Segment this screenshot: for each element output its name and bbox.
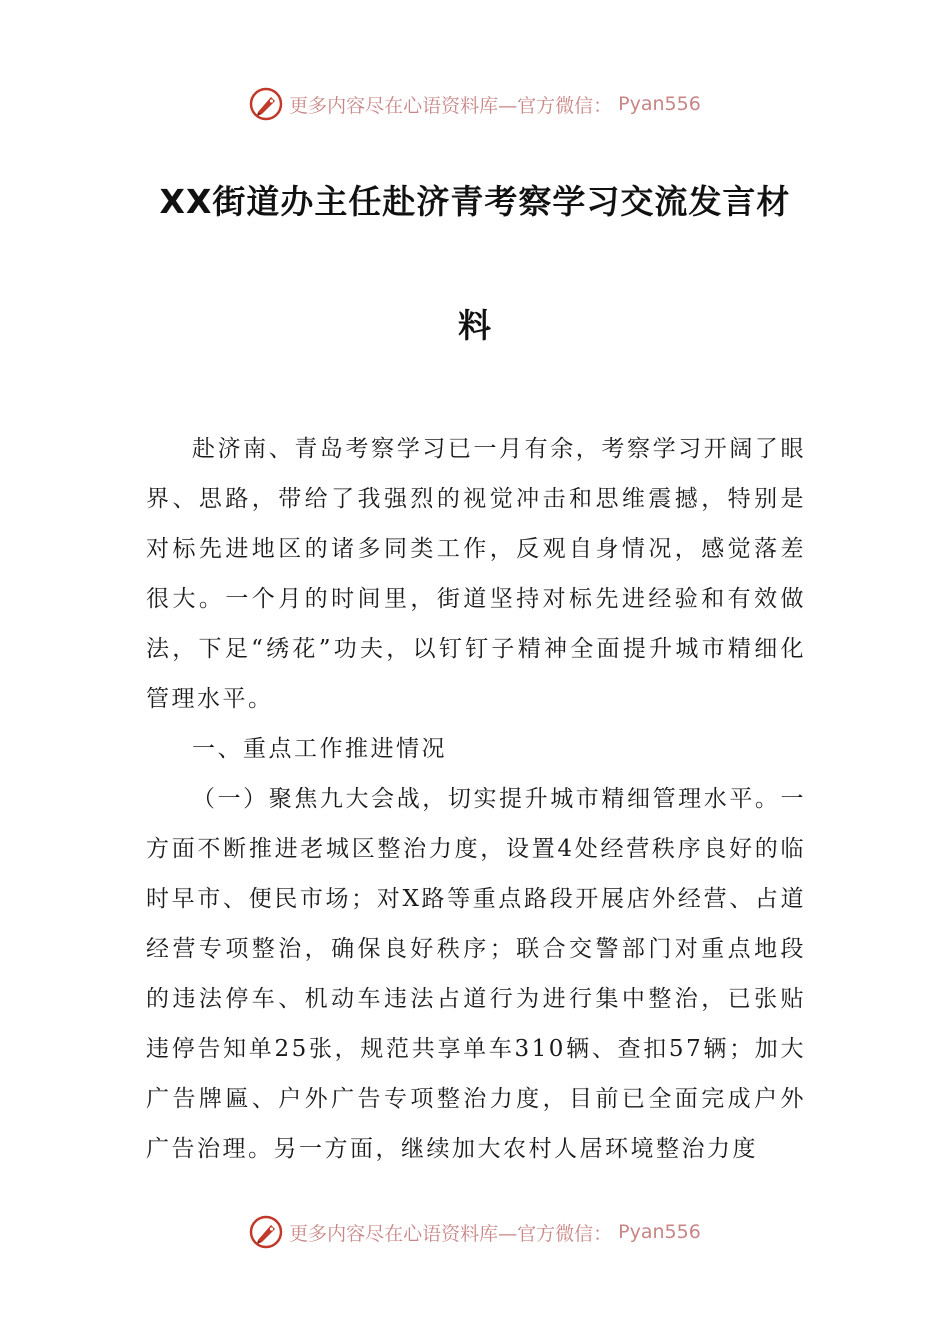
watermark-wechat-id: Pyan556 <box>618 93 701 115</box>
section-heading: 一、重点工作推进情况 <box>192 736 447 762</box>
pen-nib-logo-icon <box>249 1215 283 1249</box>
document-title-line2: 料 <box>458 306 492 345</box>
document-title-line1: XX街道办主任赴济青考察学习交流发言材 <box>159 182 791 221</box>
watermark-text: 更多内容尽在心语资料库—官方微信： <box>289 94 613 117</box>
watermark-footer <box>0 1212 950 1252</box>
document-body <box>146 424 806 1174</box>
paragraph-section-1: （一）聚焦九大会战，切实提升城市精细管理水平。一方面不断推进老城区整治力度，设置4处经营秩序良好的临时早市、便民市场；对X路等重点路段开展店外经营、占道经营专项整治，确保良好秩序；联合交警部门对重点地段的违法停车、机动车违法占道行为进行集中整治，已张贴违停告知单25张，规范共享单车310辆、查扣57辆；加大广告牌匾、户外广告专项整治力度，目前已全面完成户外广告治理。另一方面，继续加大农村人居环境整治力度 <box>146 786 806 1162</box>
watermark-wechat-id: Pyan556 <box>618 1221 701 1243</box>
watermark-header <box>0 84 950 124</box>
watermark-text: 更多内容尽在心语资料库—官方微信： <box>289 1222 613 1245</box>
pen-nib-logo-icon <box>249 87 283 121</box>
paragraph-intro: 赴济南、青岛考察学习已一月有余，考察学习开阔了眼界、思路，带给了我强烈的视觉冲击和思维震撼，特别是对标先进地区的诸多同类工作，反观自身情况，感觉落差很大。一个月的时间里，街道坚持对标先进经验和有效做法，下足“绣花”功夫，以钉钉子精神全面提升城市精细化管理水平。 <box>146 436 806 712</box>
